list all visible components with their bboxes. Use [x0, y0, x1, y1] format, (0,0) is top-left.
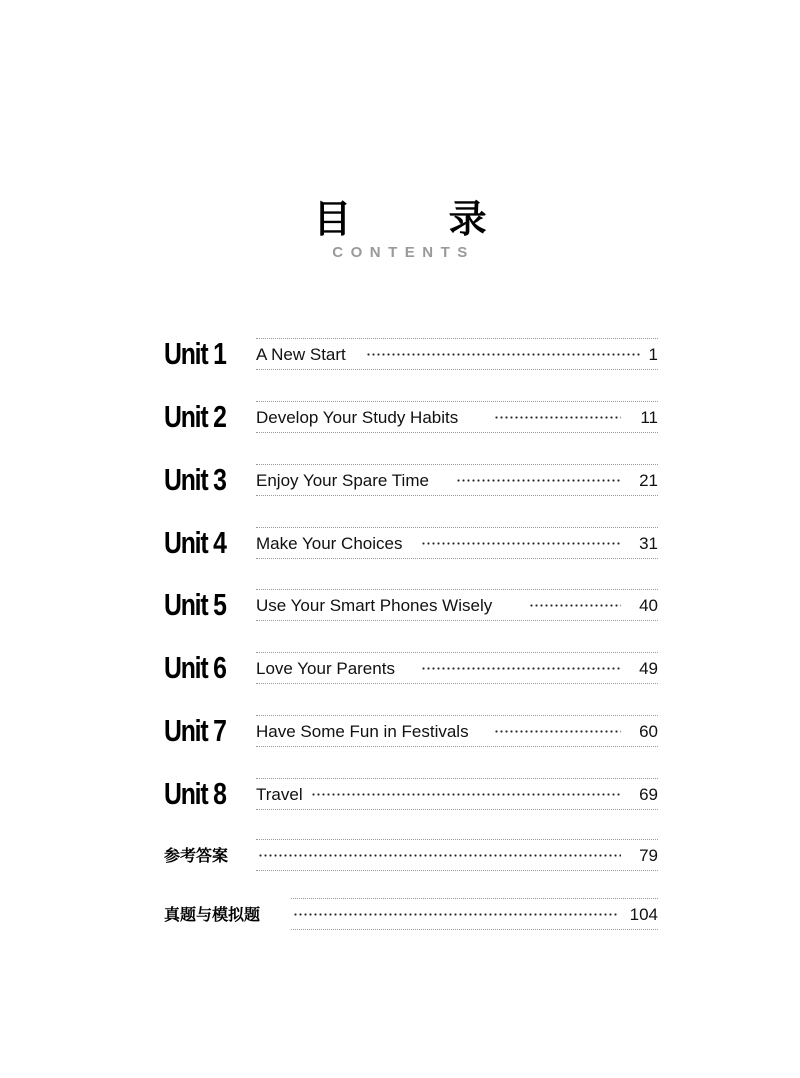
page-title-english: CONTENTS [332, 244, 475, 261]
toc-row-unit-4[interactable] [0, 527, 800, 559]
chapter-title: Have Some Fun in Festivals [256, 722, 469, 741]
dot-leader [494, 730, 621, 733]
toc-row-answer-key[interactable] [0, 839, 800, 871]
dot-leader [456, 479, 621, 482]
chapter-title: Develop Your Study Habits [256, 408, 459, 427]
toc-entry[interactable] [256, 401, 658, 433]
page-title-chinese: 目 录 [313, 197, 529, 241]
unit-label: Unit 3 [164, 462, 226, 497]
toc-row-practice-tests[interactable] [0, 898, 800, 930]
toc-row-unit-3[interactable] [0, 464, 800, 496]
unit-label: Unit 6 [164, 650, 226, 685]
chapter-title: Travel [256, 785, 303, 804]
dot-leader [366, 353, 640, 356]
section-label: 真题与模拟题 [164, 905, 261, 924]
page-number: 40 [639, 596, 658, 615]
page-number: 31 [639, 534, 658, 553]
unit-label: Unit 5 [164, 587, 226, 622]
page-number: 11 [640, 408, 658, 427]
toc-entry[interactable] [256, 527, 658, 559]
chapter-title: Use Your Smart Phones Wisely [256, 596, 493, 615]
dot-leader [311, 793, 621, 796]
unit-label: Unit 1 [164, 336, 226, 371]
toc-entry[interactable] [291, 898, 658, 930]
toc-row-unit-7[interactable] [0, 715, 800, 747]
toc-row-unit-6[interactable] [0, 652, 800, 684]
chapter-title: Love Your Parents [256, 659, 395, 678]
unit-label: Unit 8 [164, 776, 226, 811]
toc-entry[interactable] [256, 464, 658, 496]
dot-leader [421, 667, 621, 670]
unit-label: Unit 2 [164, 399, 226, 434]
dot-leader [421, 542, 621, 545]
section-label: 参考答案 [164, 846, 229, 865]
unit-label: Unit 4 [164, 525, 226, 560]
toc-entry[interactable] [256, 338, 658, 370]
page-number: 1 [648, 345, 658, 364]
toc-row-unit-8[interactable] [0, 778, 800, 810]
toc-entry[interactable] [256, 839, 658, 871]
toc-entry[interactable] [256, 589, 658, 621]
toc-entry[interactable] [256, 652, 658, 684]
page-number: 60 [639, 722, 658, 741]
toc-row-unit-5[interactable] [0, 589, 800, 621]
page-number: 49 [639, 659, 658, 678]
dot-leader [494, 416, 621, 419]
toc-entry[interactable] [256, 778, 658, 810]
page-number: 79 [639, 846, 658, 865]
unit-label: Unit 7 [164, 713, 226, 748]
page-number: 69 [639, 785, 658, 804]
dot-leader [293, 913, 619, 916]
dot-leader [258, 854, 621, 857]
chapter-title: A New Start [256, 345, 346, 364]
toc-entry[interactable] [256, 715, 658, 747]
page-number: 21 [639, 471, 658, 490]
chapter-title: Enjoy Your Spare Time [256, 471, 429, 490]
toc-row-unit-1[interactable] [0, 338, 800, 370]
dot-leader [529, 604, 621, 607]
page-number: 104 [629, 905, 658, 924]
chapter-title: Make Your Choices [256, 534, 403, 553]
toc-row-unit-2[interactable] [0, 401, 800, 433]
